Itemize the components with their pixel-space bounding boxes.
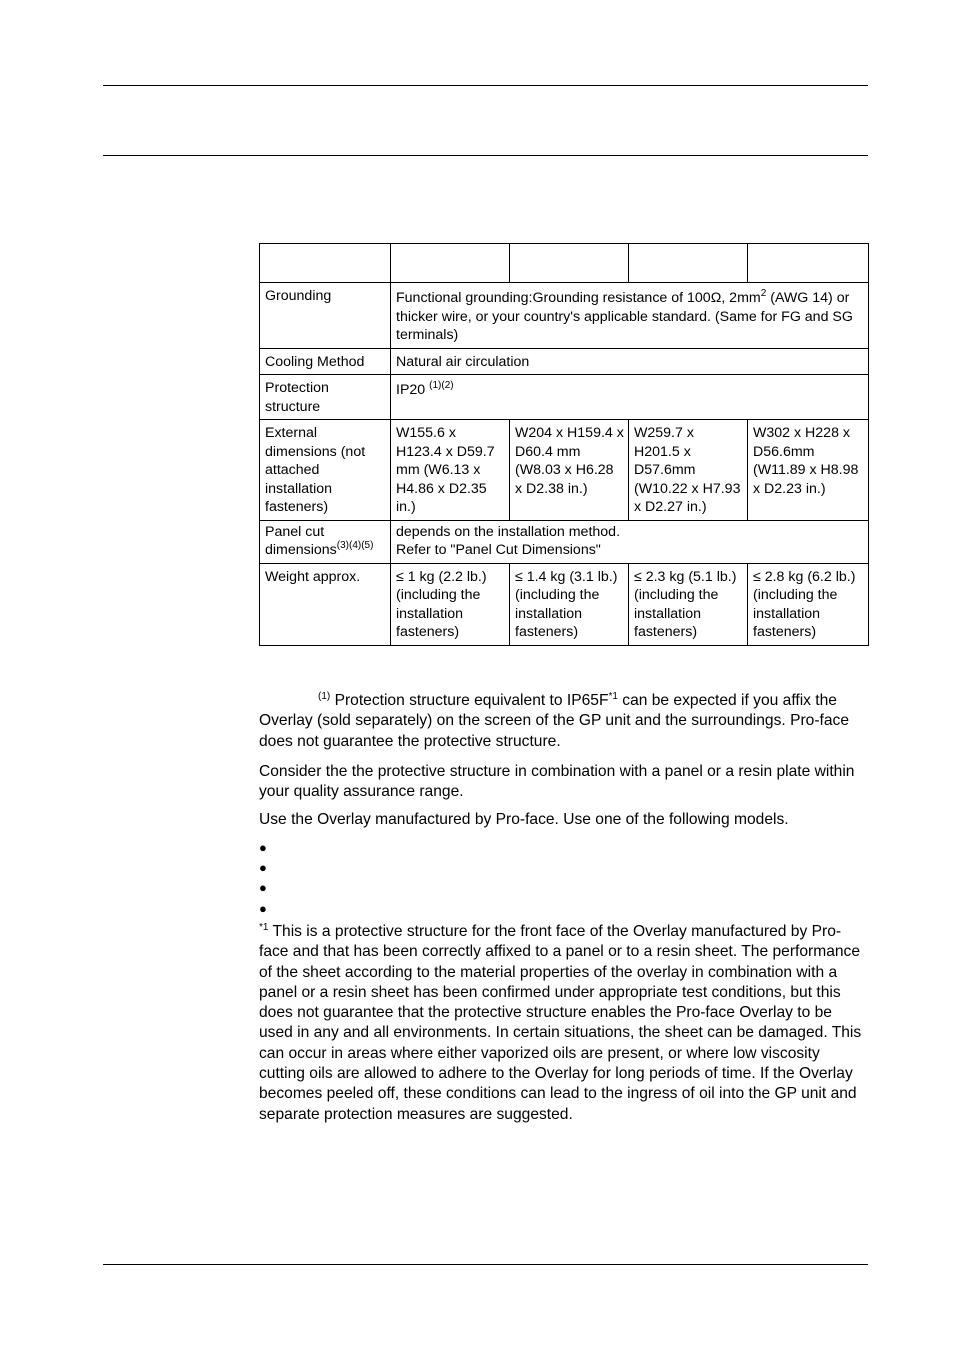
bullet-point: ● — [259, 901, 267, 916]
row-value: Natural air circulation — [391, 348, 869, 375]
row-value: ≤ 1.4 kg (3.1 lb.) (including the installation fasteners) — [510, 563, 629, 645]
superscript: *1 — [608, 691, 618, 702]
row-value — [391, 375, 869, 420]
table-row-external-dimensions — [260, 420, 869, 521]
row-label: Protection structure — [260, 375, 391, 420]
superscript: 2 — [760, 288, 767, 299]
footnote-text: can be expected if you affix the Overlay (sold separately) on the screen of the GP unit and the surroundings. Pro-face does not guarantee the protective structure. — [259, 692, 849, 750]
superscript: (1) — [318, 691, 331, 702]
grounding-text: (AWG 14) or thicker wire, or your country's applicable standard. (Same for FG and SG terminals) — [396, 290, 853, 343]
bullet-point: ● — [259, 840, 267, 855]
row-value: W155.6 x H123.4 x D59.7 mm (W6.13 x H4.86 x D2.35 in.) — [391, 420, 510, 521]
row-label: External dimensions (not attached installation fasteners) — [260, 420, 391, 521]
bullet-point: ● — [259, 860, 267, 875]
footnote-1 — [259, 691, 868, 752]
panel-cut-line: Refer to "Panel Cut Dimensions" — [396, 542, 601, 558]
grounding-text: Functional grounding:Grounding resistance of 100Ω, 2mm — [396, 290, 761, 306]
superscript: (1)(2) — [429, 380, 454, 391]
row-value: W259.7 x H201.5 x D57.6mm (W10.22 x H7.93 x D2.27 in.) — [629, 420, 748, 521]
row-value: ≤ 2.8 kg (6.2 lb.) (including the installation fasteners) — [748, 563, 869, 645]
header-cell — [748, 244, 869, 283]
row-value — [391, 520, 869, 563]
row-label: Weight approx. — [260, 563, 391, 645]
header-cell — [260, 244, 391, 283]
row-value — [391, 283, 869, 349]
row-label: Grounding — [260, 283, 391, 349]
footnote-star-1 — [259, 922, 868, 1125]
bullet-point: ● — [259, 880, 267, 895]
header-rule-bottom — [103, 155, 868, 156]
table-row-grounding — [260, 283, 869, 349]
row-value: ≤ 2.3 kg (5.1 lb.) (including the installation fasteners) — [629, 563, 748, 645]
table-row-panel-cut — [260, 520, 869, 563]
table-header-row — [260, 244, 869, 283]
paragraph-quality-assurance: Consider the the protective structure in combination with a panel or a resin plate within your quality assurance range. — [259, 763, 855, 801]
superscript: *1 — [259, 922, 269, 933]
row-value: ≤ 1 kg (2.2 lb.) (including the installation fasteners) — [391, 563, 510, 645]
row-value: W302 x H228 x D56.6mm (W11.89 x H8.98 x D2.23 in.) — [748, 420, 869, 521]
table-row-cooling — [260, 348, 869, 375]
table-row-weight — [260, 563, 869, 645]
panel-cut-label: Panel cut dimensions — [265, 523, 337, 558]
footnote-text: Protection structure equivalent to IP65F — [330, 692, 609, 709]
superscript: (3)(4)(5) — [336, 540, 374, 551]
header-cell — [391, 244, 510, 283]
table-row-protection — [260, 375, 869, 420]
header-cell — [510, 244, 629, 283]
row-value: W204 x H159.4 x D60.4 mm (W8.03 x H6.28 x D2.38 in.) — [510, 420, 629, 521]
footnote-text: This is a protective structure for the front face of the Overlay manufactured by Pro-face and that has been correctly affixed to a panel or to a resin sheet. The performance of the sheet according to the material properties of the overlay in combination with a panel or a resin sheet has been confirmed under appropriate test conditions, but this does not guarantee that the protective structure enables the Pro-face Overlay to be used in any and all environments. In certain situations, the sheet can be damaged. This can occur in areas where either vaporized oils are present, or where low viscosity cutting oils are allowed to adhere to the Overlay for long periods of time. If the Overlay becomes peeled off, these conditions can lead to the ingress of oil into the GP unit and separate protection measures are suggested. — [259, 923, 862, 1123]
row-label: Cooling Method — [260, 348, 391, 375]
footer-rule — [103, 1264, 868, 1265]
header-cell — [629, 244, 748, 283]
header-rule-top — [103, 85, 868, 86]
protection-value: IP20 — [396, 382, 430, 398]
paragraph-overlay-models: Use the Overlay manufactured by Pro-face. Use one of the following models. — [259, 811, 789, 828]
specification-table — [259, 243, 869, 646]
row-label — [260, 520, 391, 563]
panel-cut-line: depends on the installation method. — [396, 523, 621, 540]
